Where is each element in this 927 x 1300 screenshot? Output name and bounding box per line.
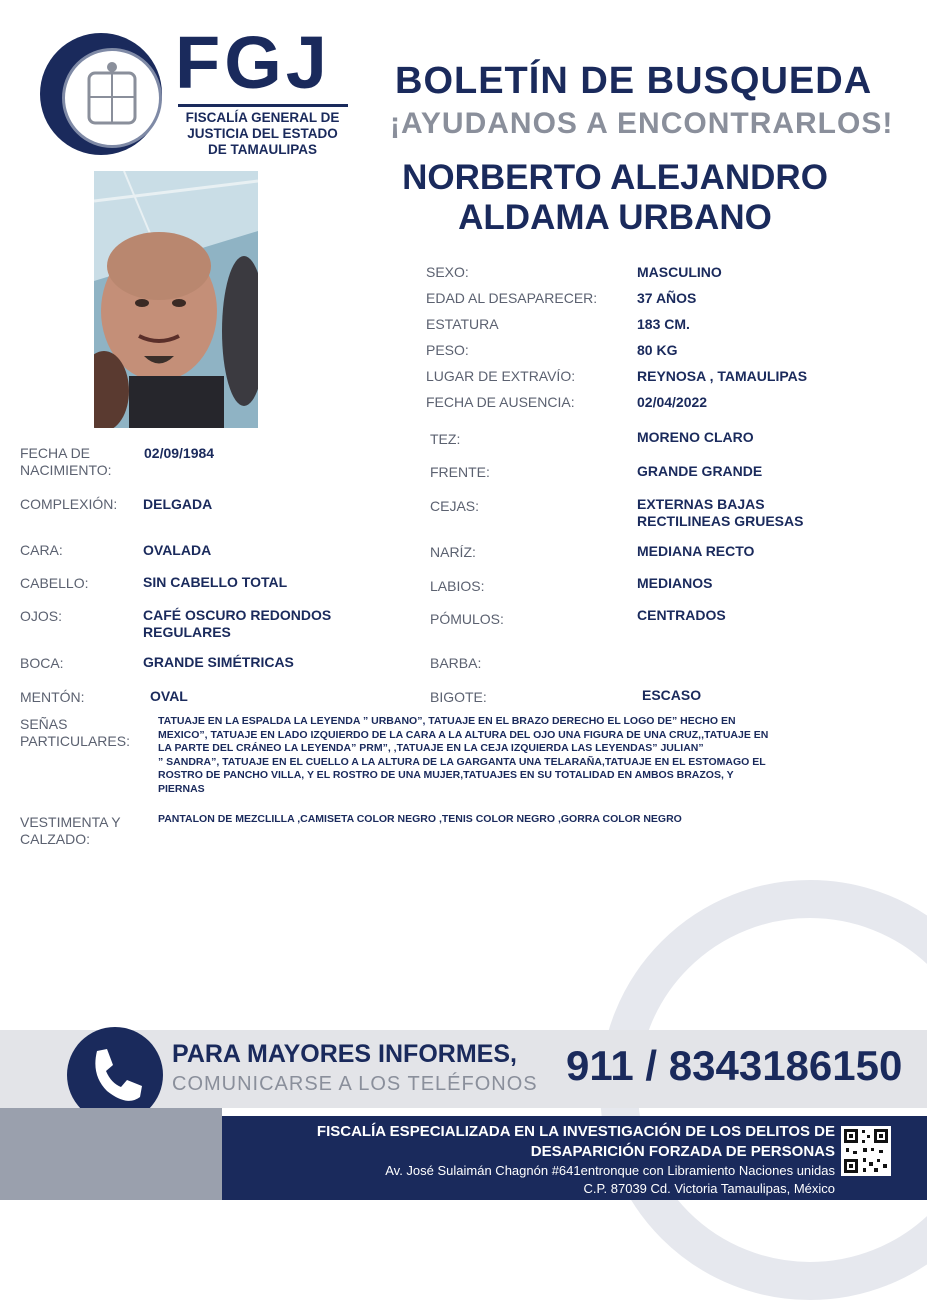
agency-name [235, 1122, 835, 1162]
value-boca: GRANDE SIMÉTRICAS [143, 654, 294, 670]
label-barba: BARBA: [430, 655, 482, 671]
state-coat-of-arms-icon [62, 48, 162, 148]
label-labios: LABIOS: [430, 578, 485, 594]
contact-heading: PARA MAYORES INFORMES, [172, 1040, 517, 1068]
value-edad: 37 AÑOS [637, 290, 697, 306]
bulletin-title: BOLETÍN DE BUSQUEDA [395, 60, 873, 102]
value-nariz: MEDIANA RECTO [637, 543, 755, 559]
label-tez: TEZ: [430, 431, 461, 447]
label-boca: BOCA: [20, 655, 64, 671]
value-line: REGULARES [143, 624, 231, 640]
logo-subtitle [175, 110, 350, 158]
label-ojos: OJOS: [20, 608, 63, 624]
label-line: FECHA DE [20, 445, 91, 461]
value-lugar: REYNOSA , TAMAULIPAS [637, 368, 808, 384]
senas-line: PIERNAS [158, 782, 205, 795]
label-line: NACIMIENTO: [20, 462, 112, 478]
address-line: C.P. 87039 Cd. Victoria Tamaulipas, México [583, 1181, 835, 1196]
value-fecha-ausencia: 02/04/2022 [637, 394, 708, 410]
logo-subtitle-line: DE TAMAULIPAS [208, 142, 317, 157]
senas-line: LA PARTE DEL CRÁNEO LA LEYENDA” PRM”, ,TATUAJE EN LA CEJA IZQUIERDA LAS LEYENDAS” JULIAN” [158, 742, 704, 754]
footer-gray-block [0, 1108, 222, 1200]
senas-line: ” SANDRA”, TATUAJE EN EL CUELLO A LA ALTURA DE LA GARGANTA UNA TELARAÑA,TATUAJE EN EL ESTOMAGO EL [158, 755, 766, 768]
label-line: CALZADO: [20, 831, 91, 847]
value-line: EXTERNAS BAJAS [637, 496, 765, 512]
agency-address [235, 1162, 835, 1198]
label-lugar: LUGAR DE EXTRAVÍO: [426, 368, 576, 384]
label-fecha-ausencia: FECHA DE AUSENCIA: [426, 394, 575, 410]
label-cara: CARA: [20, 542, 63, 558]
address-line: Av. José Sulaimán Chagnón #641entronque con Libramiento Naciones unidas [385, 1163, 835, 1178]
label-nariz: NARÍZ: [430, 544, 476, 560]
label-line: SEÑAS [20, 716, 68, 732]
label-pomulos: PÓMULOS: [430, 611, 504, 627]
label-fecha-nacimiento [20, 445, 112, 479]
person-name [380, 158, 850, 238]
value-pomulos: CENTRADOS [637, 607, 726, 623]
label-sexo: SEXO: [426, 264, 469, 280]
value-cara: OVALADA [143, 542, 212, 558]
label-menton: MENTÓN: [20, 689, 85, 705]
label-complexion: COMPLEXIÓN: [20, 496, 118, 512]
label-frente: FRENTE: [430, 464, 490, 480]
label-peso: PESO: [426, 342, 469, 358]
value-fecha-nacimiento: 02/09/1984 [144, 445, 215, 461]
senas-line: ROSTRO DE PANCHO VILLA, Y EL ROSTRO DE UNA MUJER,TATUAJES EN SU TOTALIDAD EN AMBOS BRAZOS, Y [158, 769, 734, 781]
value-cabello: SIN CABELLO TOTAL [143, 574, 288, 590]
person-photo [94, 171, 258, 428]
value-senas-particulares [158, 715, 878, 796]
agency-line: DESAPARICIÓN FORZADA DE PERSONAS [530, 1143, 835, 1160]
bulletin-subtitle: ¡AYUDANOS A ENCONTRARLOS! [390, 107, 894, 140]
person-name-line: ALDAMA URBANO [458, 198, 772, 237]
value-estatura: 183 CM. [637, 316, 690, 332]
label-vestimenta [20, 814, 121, 848]
label-cejas: CEJAS: [430, 498, 480, 514]
value-tez: MORENO CLARO [637, 429, 754, 445]
value-line: RECTILINEAS GRUESAS [637, 513, 804, 529]
person-name-line: NORBERTO ALEJANDRO [402, 158, 828, 197]
value-labios: MEDIANOS [637, 575, 713, 591]
value-cejas [637, 496, 803, 530]
value-frente: GRANDE GRANDE [637, 463, 763, 479]
qr-code-icon [841, 1126, 891, 1176]
value-peso: 80 KG [637, 342, 678, 358]
label-cabello: CABELLO: [20, 575, 89, 591]
label-line: PARTICULARES: [20, 733, 130, 749]
logo-subtitle-line: FISCALÍA GENERAL DE [185, 110, 340, 125]
senas-line: MEXICO”, TATUAJE EN LADO IZQUIERDO DE LA CARA A LA ALTURA DEL OJO UNA FIGURA DE UNA CRUZ,,TATUAJE EN [158, 728, 769, 741]
label-edad: EDAD AL DESAPARECER: [426, 290, 598, 306]
label-line: VESTIMENTA Y [20, 814, 121, 830]
senas-line: TATUAJE EN LA ESPALDA LA LEYENDA ” URBANO”, TATUAJE EN EL BRAZO DERECHO EL LOGO DE” HECHO EN [158, 715, 736, 727]
value-sexo: MASCULINO [637, 264, 722, 280]
value-line: CAFÉ OSCURO REDONDOS [143, 607, 332, 623]
logo-divider [178, 104, 348, 107]
label-estatura: ESTATURA [426, 316, 499, 332]
label-bigote: BIGOTE: [430, 689, 487, 705]
contact-phone-number: 911 / 8343186150 [566, 1042, 903, 1089]
fgj-logo-text: FGJ [175, 21, 331, 104]
label-senas-particulares [20, 716, 130, 750]
value-bigote: ESCASO [642, 687, 702, 703]
value-ojos [143, 607, 331, 641]
value-complexion: DELGADA [143, 496, 213, 512]
agency-line: FISCALÍA ESPECIALIZADA EN LA INVESTIGACIÓN DE LOS DELITOS DE [316, 1123, 835, 1140]
value-vestimenta: PANTALON DE MEZCLILLA ,CAMISETA COLOR NEGRO ,TENIS COLOR NEGRO ,GORRA COLOR NEGRO [158, 813, 682, 825]
contact-subheading: COMUNICARSE A LOS TELÉFONOS [172, 1073, 538, 1095]
value-menton: OVAL [150, 688, 188, 704]
logo-subtitle-line: JUSTICIA DEL ESTADO [187, 126, 338, 141]
